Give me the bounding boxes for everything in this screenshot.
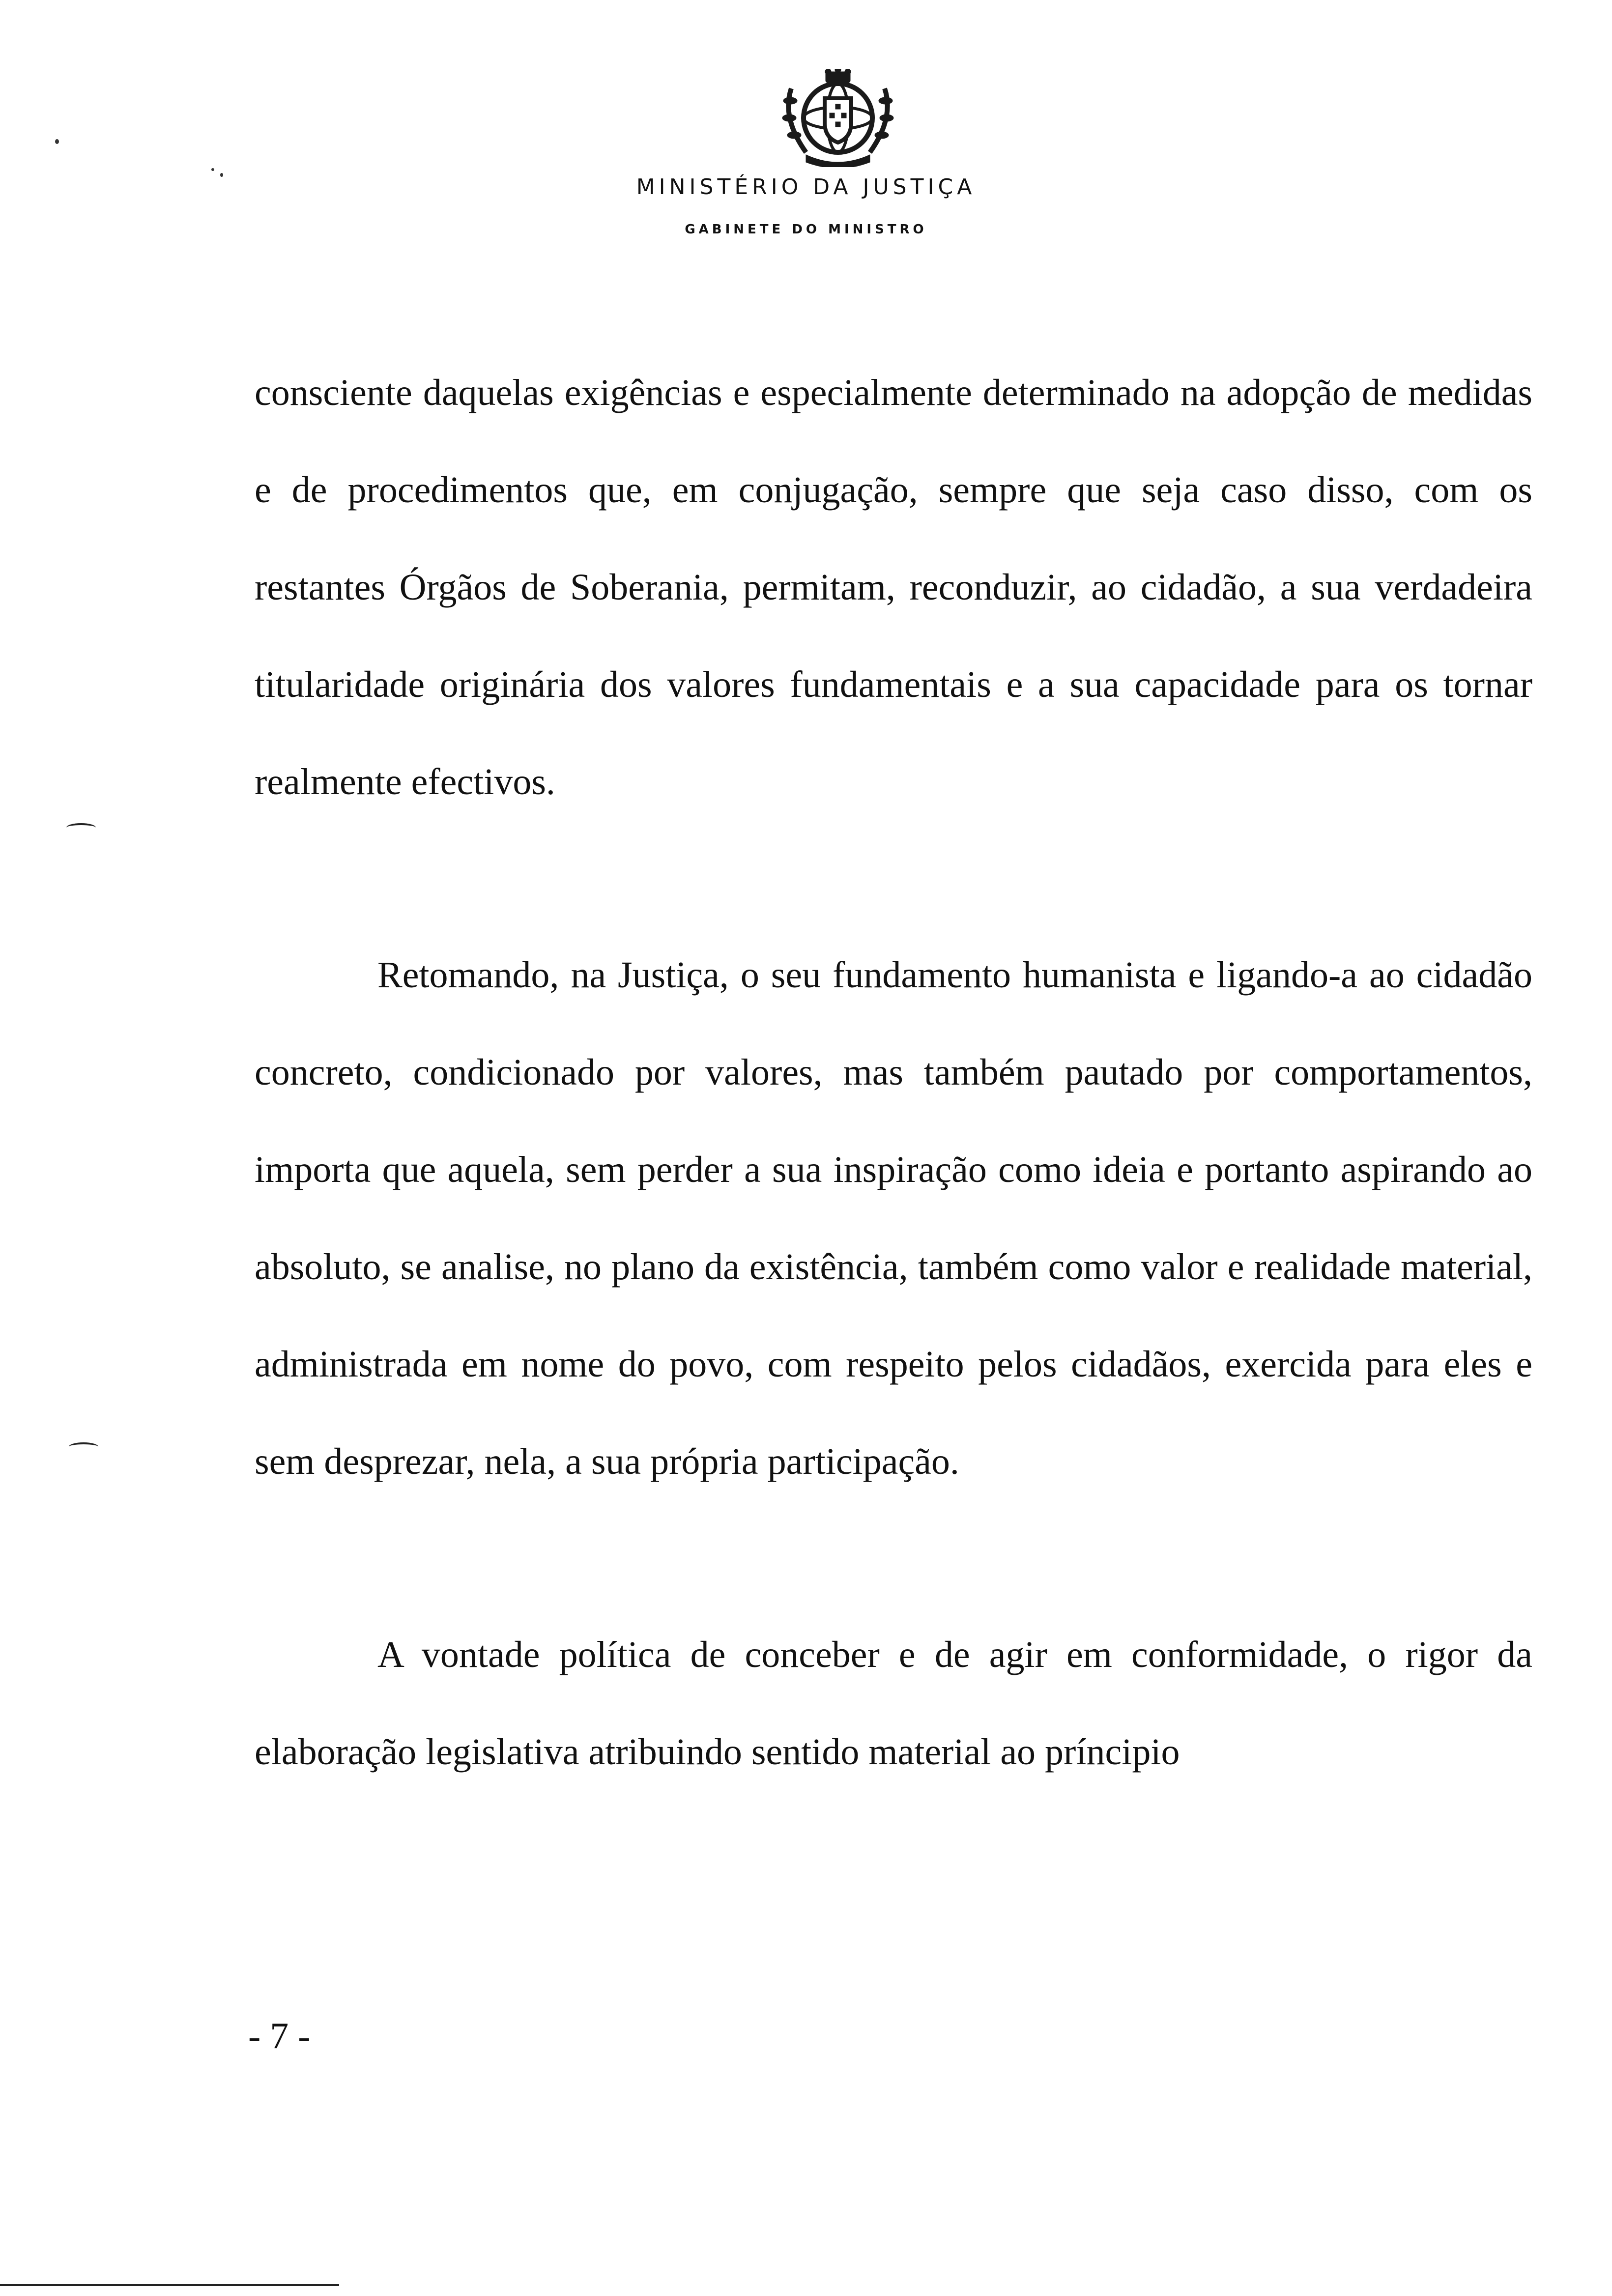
scan-mark (66, 823, 96, 832)
bottom-rule (0, 2284, 339, 2286)
document-body (255, 344, 1532, 1801)
scan-speck (55, 139, 59, 144)
scan-speck (220, 173, 223, 177)
paragraph-1: consciente daquelas exigências e especialmente determinado na adopção de medidas e de procedimentos que, em conjugação, sempre que seja caso disso, com os restantes Órgãos de Soberania, permitam, reconduzir, ao cidadão, a sua verdadeira titularidade originária dos valores fundamentais e a sua capacidade para os tornar realmente efectivos. (255, 372, 1532, 803)
coat-of-arms-icon (772, 69, 904, 167)
scan-mark (69, 1442, 98, 1451)
cabinet-name: GABINETE DO MINISTRO (685, 222, 927, 237)
page-number: - 7 - (248, 2015, 311, 2057)
paragraph-3: A vontade política de conceber e de agir em conformidade, o rigor da elaboração legislativa atribuindo sentido material ao príncipio (255, 1634, 1532, 1773)
paragraph-2: Retomando, na Justiça, o seu fundamento humanista e ligando-a ao cidadão concreto, condicionado por valores, mas também pautado por comportamentos, importa que aquela, sem perder a sua inspiração como ideia e portanto aspirando ao absoluto, se analise, no plano da existência, também como valor e realidade material, administrada em nome do povo, com respeito pelos cidadãos, exercida para eles e sem desprezar, nela, a sua própria participação. (255, 954, 1532, 1482)
ministry-name: MINISTÉRIO DA JUSTIÇA (636, 174, 976, 200)
scan-speck (211, 168, 214, 171)
